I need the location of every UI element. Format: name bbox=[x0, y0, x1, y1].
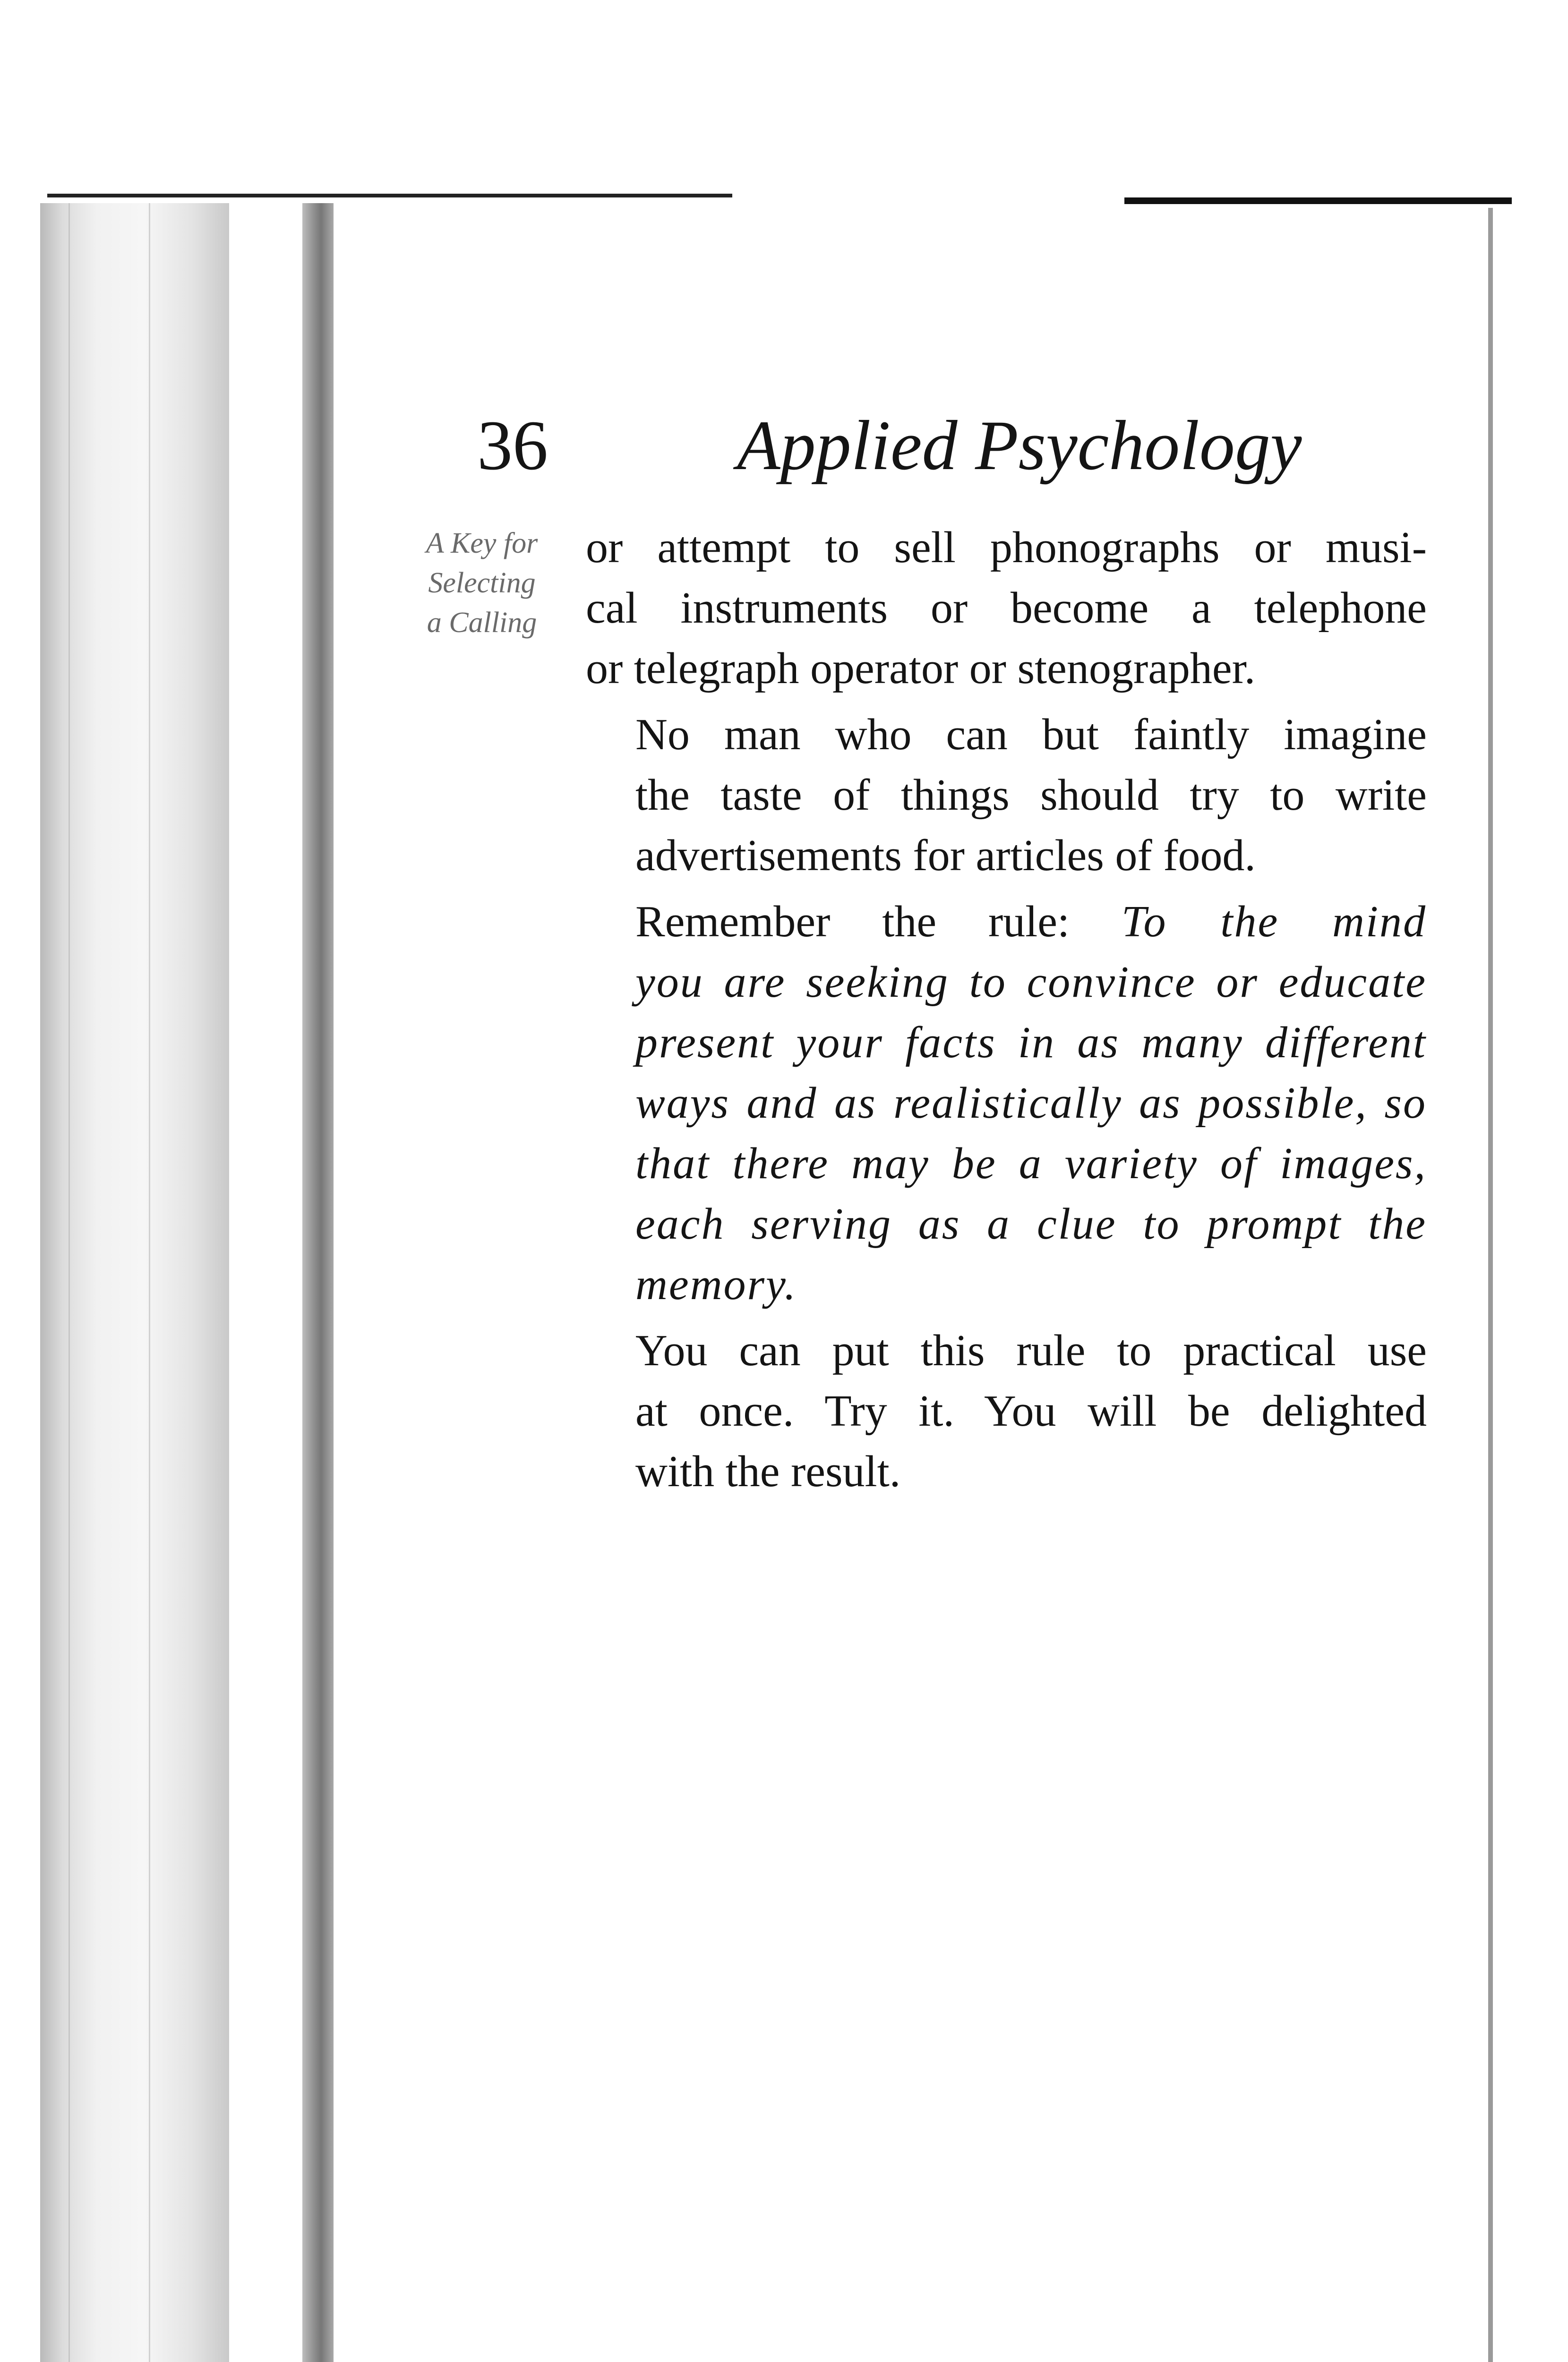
rule-text-line: memory. bbox=[635, 1260, 797, 1309]
rule-text-line: present your facts in as many different bbox=[635, 1018, 1427, 1067]
book-edge-decoration bbox=[40, 203, 229, 2362]
paragraph-4 bbox=[586, 1320, 1427, 1502]
rule-text-line: that there may be a variety of images, bbox=[635, 1139, 1427, 1188]
margin-note-line: A Key for bbox=[426, 527, 538, 559]
rule-text-line: ways and as realistically as possible, so bbox=[635, 1078, 1427, 1128]
margin-note-line: a Calling bbox=[427, 607, 537, 639]
rule-intro: Remember the rule: bbox=[635, 897, 1122, 946]
scan-top-edge-left bbox=[47, 194, 732, 197]
rule-text: To the mind bbox=[1121, 897, 1427, 946]
text-line: or telegraph operator or stenographer. bbox=[586, 644, 1256, 693]
rule-text-line: each serving as a clue to prompt the bbox=[635, 1199, 1427, 1249]
text-line: at once. Try it. You will be delighted bbox=[635, 1386, 1427, 1436]
scan-top-edge-right bbox=[1124, 197, 1512, 204]
paragraph-2 bbox=[586, 704, 1427, 886]
paragraph-3 bbox=[586, 891, 1427, 1315]
page-number: 36 bbox=[477, 406, 548, 485]
margin-note-line: Selecting bbox=[428, 567, 536, 599]
text-line: advertisements for articles of food. bbox=[635, 831, 1256, 880]
text-line bbox=[586, 891, 1427, 952]
margin-note bbox=[383, 523, 581, 642]
page-right-edge bbox=[1488, 208, 1493, 2362]
text-line: the taste of things should try to write bbox=[635, 770, 1427, 820]
body-text bbox=[586, 517, 1427, 1502]
book-gutter-shadow bbox=[302, 203, 334, 2362]
text-line: or attempt to sell phonographs or musi- bbox=[586, 523, 1427, 572]
text-line: No man who can but faintly imagine bbox=[635, 710, 1427, 759]
text-line: cal instruments or become a telephone bbox=[586, 583, 1427, 633]
rule-text-line: you are seeking to convince or educate bbox=[635, 958, 1427, 1007]
running-title: Applied Psychology bbox=[737, 406, 1302, 485]
paragraph-1 bbox=[586, 517, 1427, 699]
text-line: You can put this rule to practical use bbox=[635, 1326, 1427, 1375]
text-line: with the result. bbox=[635, 1447, 901, 1496]
